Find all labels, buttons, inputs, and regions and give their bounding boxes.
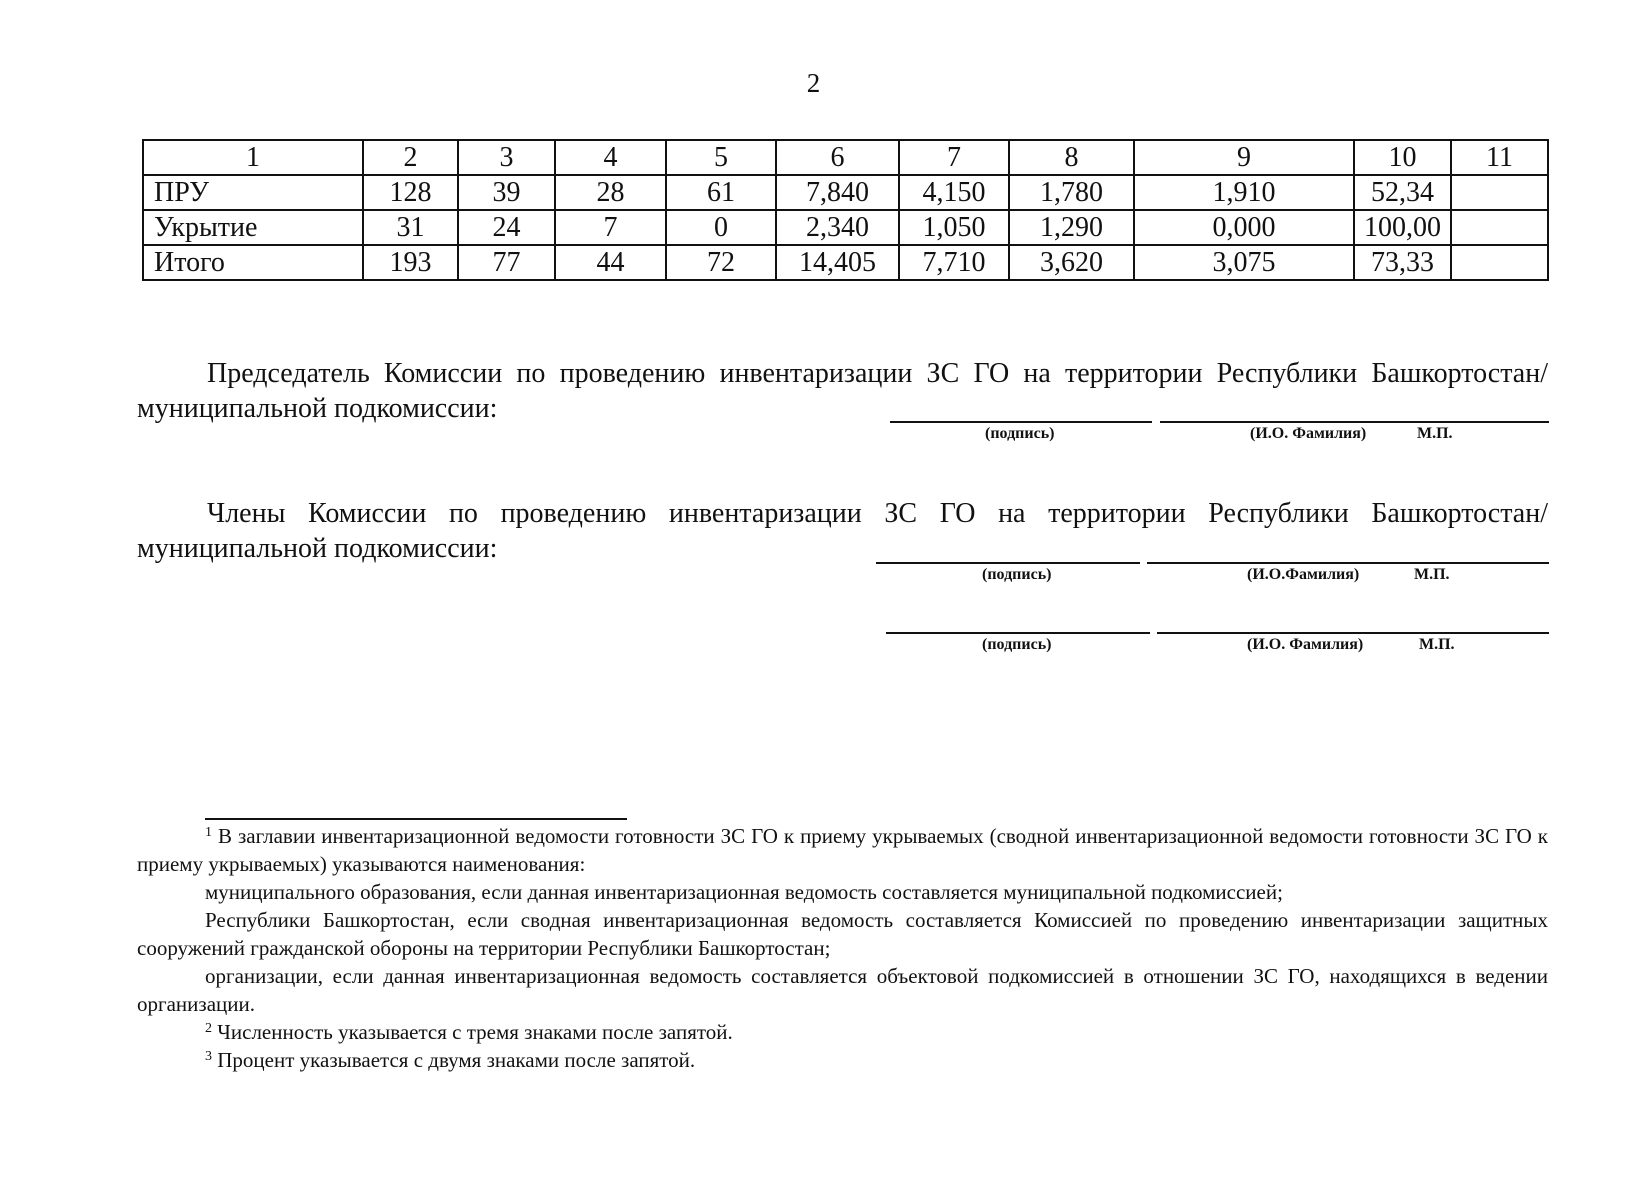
member-signature-block	[0, 632, 1627, 660]
signature-caption: (подпись)	[982, 636, 1052, 653]
row-name: Итого	[143, 245, 363, 280]
name-line	[1160, 421, 1549, 423]
footnote-text: организации, если данная инвентаризационная ведомость составляется объектовой подкомиссией в отношении ЗС ГО, находящихся в ведении организации.	[137, 964, 1548, 1016]
column-number: 11	[1451, 140, 1548, 175]
table-cell: 7,840	[776, 175, 899, 210]
table-cell: 128	[363, 175, 458, 210]
signature-line	[876, 562, 1140, 564]
name-line	[1157, 632, 1549, 634]
footnote-text: Республики Башкортостан, если сводная инвентаризационная ведомость составляется Комиссией по проведению инвентаризации защитных сооружений гражданской обороны на территории Республики Башкортостан;	[137, 908, 1548, 960]
table-cell: 2,340	[776, 210, 899, 245]
table-cell: 24	[458, 210, 555, 245]
table-cell	[1451, 210, 1548, 245]
column-number: 8	[1009, 140, 1134, 175]
table-cell: 1,290	[1009, 210, 1134, 245]
footnote	[137, 1018, 1548, 1046]
member-signature-block	[0, 562, 1627, 590]
table-header-row	[143, 140, 1548, 175]
table-cell	[1451, 245, 1548, 280]
table-cell: 39	[458, 175, 555, 210]
column-number: 1	[143, 140, 363, 175]
footnote-mark: 2	[205, 1021, 212, 1036]
table-cell: 61	[666, 175, 776, 210]
column-number: 2	[363, 140, 458, 175]
signature-caption: (подпись)	[982, 566, 1052, 583]
table-cell: 72	[666, 245, 776, 280]
table-row	[143, 210, 1548, 245]
table-cell: 1,050	[899, 210, 1009, 245]
footnote-text: муниципального образования, если данная инвентаризационная ведомость составляется муниципальной подкомиссией;	[205, 880, 1283, 904]
column-number: 4	[555, 140, 666, 175]
footnote-continuation	[137, 878, 1548, 906]
seal-caption: М.П.	[1419, 636, 1455, 653]
footnote-mark: 1	[205, 825, 212, 840]
table-cell: 0,000	[1134, 210, 1354, 245]
table-cell	[1451, 175, 1548, 210]
table-cell: 1,780	[1009, 175, 1134, 210]
chairman-text: Председатель Комиссии по проведению инвентаризации ЗС ГО на территории Республики Башкортостан/ муниципальной подкомиссии:	[137, 358, 1548, 424]
footnote-continuation	[137, 906, 1548, 962]
members-paragraph	[137, 496, 1548, 566]
footnote-separator	[205, 818, 627, 820]
table-cell: 7	[555, 210, 666, 245]
table-cell: 44	[555, 245, 666, 280]
table-cell: 3,075	[1134, 245, 1354, 280]
page-number: 2	[806, 68, 821, 98]
signature-line	[890, 421, 1152, 423]
table-cell: 193	[363, 245, 458, 280]
table-cell: 3,620	[1009, 245, 1134, 280]
column-number: 6	[776, 140, 899, 175]
table-cell: 28	[555, 175, 666, 210]
table-cell: 100,00	[1354, 210, 1451, 245]
footnotes	[137, 822, 1548, 1074]
footnote-continuation	[137, 962, 1548, 1018]
table-cell: 14,405	[776, 245, 899, 280]
table-cell: 31	[363, 210, 458, 245]
column-number: 7	[899, 140, 1009, 175]
footnote	[137, 1046, 1548, 1074]
footnote	[137, 822, 1548, 878]
column-number: 5	[666, 140, 776, 175]
seal-caption: М.П.	[1417, 425, 1453, 442]
column-number: 9	[1134, 140, 1354, 175]
table-cell: 73,33	[1354, 245, 1451, 280]
name-caption: (И.О. Фамилия)	[1247, 636, 1364, 653]
footnote-text: Процент указывается с двумя знаками после запятой.	[217, 1048, 696, 1072]
members-text: Члены Комиссии по проведению инвентаризации ЗС ГО на территории Республики Башкортостан/ муниципальной подкомиссии:	[137, 498, 1548, 564]
signature-caption: (подпись)	[985, 425, 1055, 442]
table-row	[143, 175, 1548, 210]
footnote-text: Численность указывается с тремя знаками после запятой.	[217, 1020, 733, 1044]
inventory-table	[142, 139, 1549, 281]
table-cell: 52,34	[1354, 175, 1451, 210]
table-row	[143, 245, 1548, 280]
footnote-text: В заглавии инвентаризационной ведомости готовности ЗС ГО к приему укрываемых (сводной инвентаризационной ведомости готовности ЗС ГО к приему укрываемых) указываются наименования:	[137, 824, 1549, 876]
table-cell: 0	[666, 210, 776, 245]
chairman-paragraph	[137, 356, 1548, 426]
table-cell: 4,150	[899, 175, 1009, 210]
column-number: 10	[1354, 140, 1451, 175]
column-number: 3	[458, 140, 555, 175]
seal-caption: М.П.	[1414, 566, 1450, 583]
chairman-signature-block	[0, 421, 1627, 449]
name-caption: (И.О. Фамилия)	[1250, 425, 1367, 442]
table-cell: 7,710	[899, 245, 1009, 280]
table-cell: 1,910	[1134, 175, 1354, 210]
signature-line	[886, 632, 1150, 634]
table-cell: 77	[458, 245, 555, 280]
name-caption: (И.О.Фамилия)	[1247, 566, 1360, 583]
row-name: ПРУ	[143, 175, 363, 210]
footnote-mark: 3	[205, 1049, 212, 1064]
row-name: Укрытие	[143, 210, 363, 245]
name-line	[1147, 562, 1549, 564]
